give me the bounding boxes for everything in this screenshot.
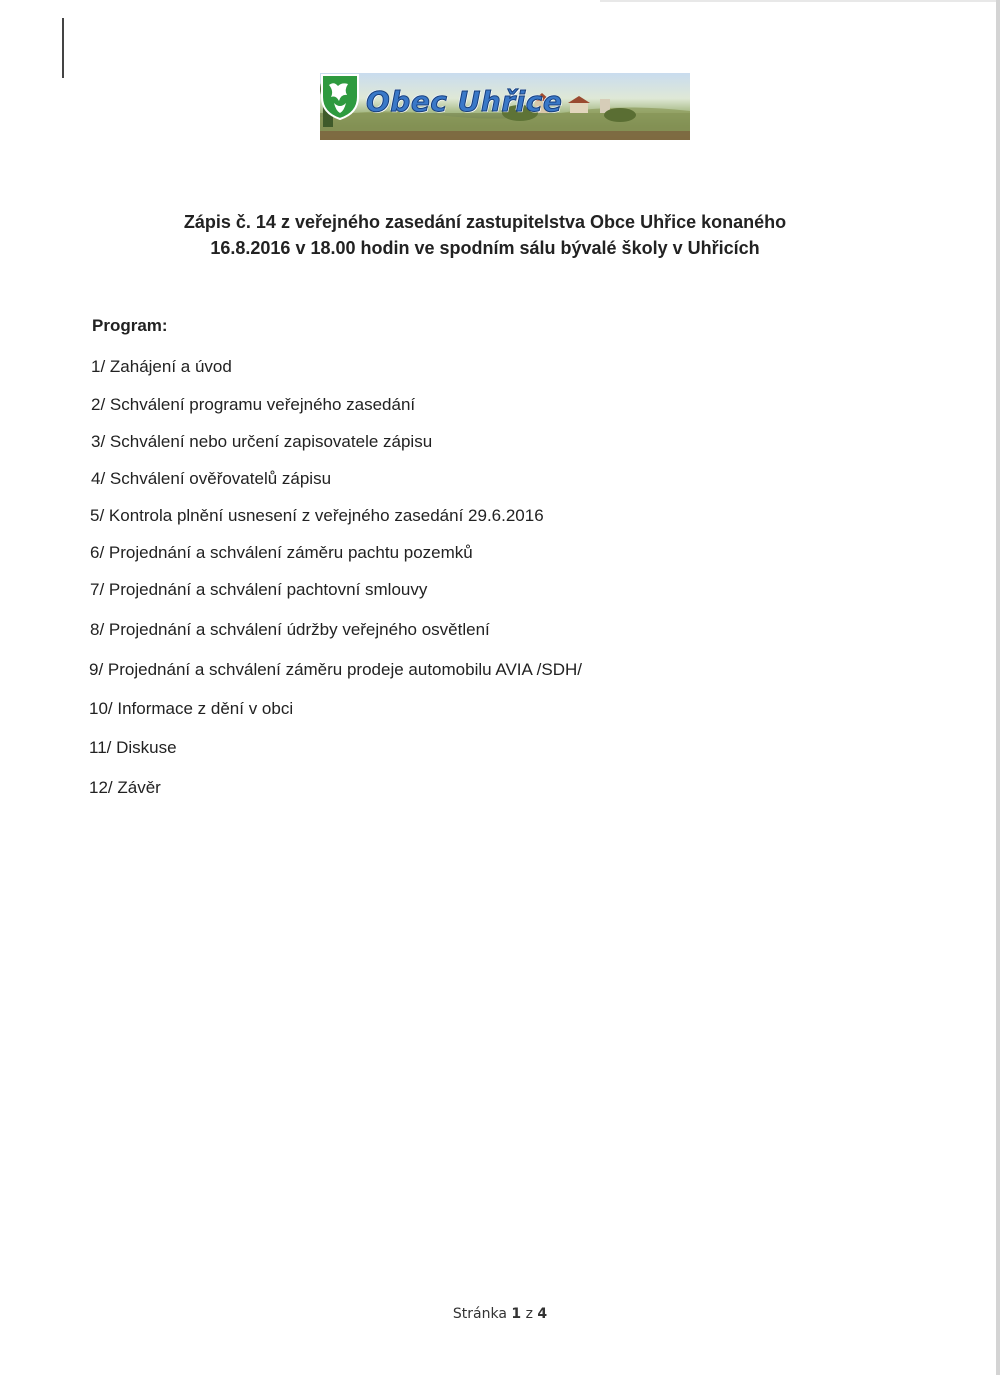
header-banner: [320, 73, 690, 140]
coat-of-arms-icon: [320, 73, 360, 121]
agenda-item-1: 1/ Zahájení a úvod: [91, 357, 232, 376]
agenda-item-8: 8/ Projednání a schválení údržby veřejného osvětlení: [90, 620, 490, 639]
program-heading: Program:: [92, 316, 168, 335]
page-total: 4: [537, 1306, 548, 1322]
agenda-item-7: 7/ Projednání a schválení pachtovní smlouvy: [90, 580, 428, 599]
agenda-item-4: 4/ Schválení ověřovatelů zápisu: [91, 469, 332, 488]
agenda-item-11: 11/ Diskuse: [89, 738, 177, 757]
title-line-1: Zápis č. 14 z veřejného zasedání zastupitelstva Obce Uhřice konaného: [183, 212, 787, 232]
agenda-item-6: 6/ Projednání a schválení záměru pachtu pozemků: [90, 543, 473, 562]
agenda-item-9: 9/ Projednání a schválení záměru prodeje automobilu AVIA /SDH/: [89, 660, 582, 679]
agenda-item-12: 12/ Závěr: [89, 778, 161, 797]
scan-edge-top: [600, 0, 1000, 2]
agenda-item-5: 5/ Kontrola plnění usnesení z veřejného zasedání 29.6.2016: [90, 506, 544, 525]
page-current: 1: [511, 1306, 522, 1322]
agenda-item-10: 10/ Informace z dění v obci: [89, 699, 294, 718]
document-title: [150, 209, 820, 261]
banner-title: Obec Uhřice: [366, 85, 563, 118]
page-footer: [0, 1306, 1000, 1322]
agenda-item-3: 3/ Schválení nebo určení zapisovatele zápisu: [91, 432, 433, 451]
scan-edge-right: [996, 0, 1000, 1375]
page-of: z: [525, 1306, 533, 1322]
page-word: Stránka: [452, 1306, 507, 1322]
title-line-2: 16.8.2016 v 18.00 hodin ve spodním sálu bývalé školy v Uhřicích: [210, 238, 760, 258]
scan-mark: [62, 18, 64, 78]
agenda-item-2: 2/ Schválení programu veřejného zasedání: [91, 395, 416, 414]
